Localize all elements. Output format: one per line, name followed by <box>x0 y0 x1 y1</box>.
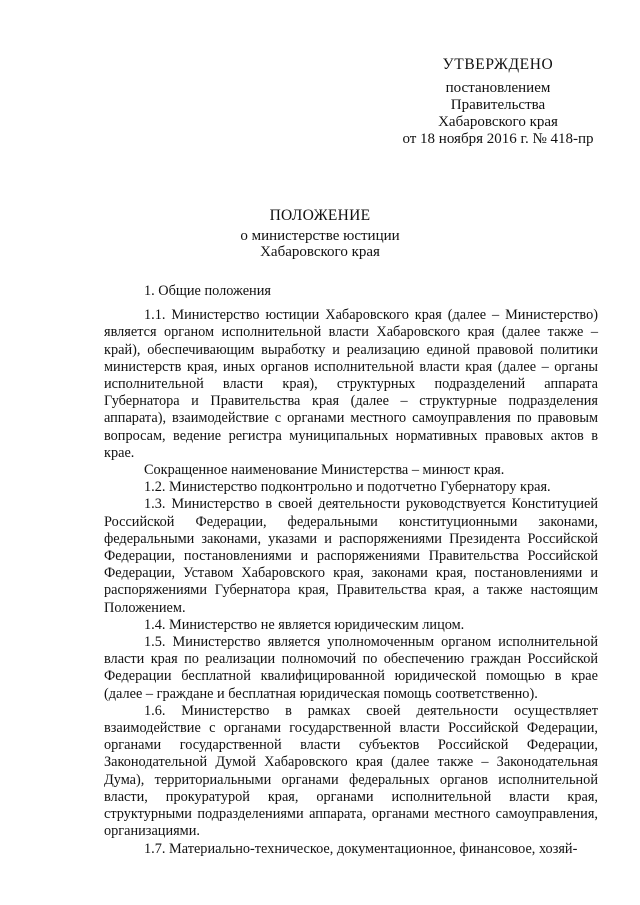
approval-line-4: от 18 ноября 2016 г. № 418-пр <box>402 131 594 147</box>
document-subtitle-1: о министерстве юстиции <box>240 228 400 244</box>
paragraph-1-4: 1.4. Министерство не является юридическим лицом. <box>144 616 465 633</box>
document-subtitle-2: Хабаровского края <box>260 244 380 260</box>
paragraph-1-3: 1.3. Министерство в своей деятельности руководствуется Конституцией Российской Федерации, федеральными конституционными законами, федеральными законами, указами и распоряжениями Президента Российской Федерации, постановлениями и распоряжениями Правительства Российской Федерации, Уставом Хабаровского края, законами края, постановлениями и распоряжениями Губернатора края, Правительства края, а также настоящим Положением. <box>104 496 598 616</box>
paragraph-1-5: 1.5. Министерство является уполномоченным органом исполнительной власти края по реализации полномочий по обеспечению граждан Российской Федерации бесплатной квалифицированной юридической помощью в крае (далее – граждане и бесплатная юридическая помощь соответственно). <box>104 634 598 702</box>
paragraph-1-1: 1.1. Министерство юстиции Хабаровского края (далее – Министерство) является органом исполнительной власти Хабаровского края (далее также – край), обеспечивающим выработку и реализацию единой правовой политики министерств края, иных органов исполнительной власти края (далее – органы исполнительной власти края), структурных подразделений аппарата Губернатора и Правительства края (далее – структурные подразделения аппарата), взаимодействие с органами местного самоуправления по правовым вопросам, ведение регистра муниципальных нормативных правовых актов в крае. <box>104 307 598 461</box>
approval-line-3: Хабаровского края <box>438 114 558 130</box>
approval-line-1: постановлением <box>445 80 551 96</box>
paragraph-1-7: 1.7. Материально-техническое, документационное, финансовое, хозяй- <box>144 840 578 857</box>
paragraph-1-2: 1.2. Министерство подконтрольно и подотчетно Губернатору края. <box>144 479 551 496</box>
approval-line-2: Правительства <box>450 97 546 113</box>
section-heading: 1. Общие положения <box>144 283 271 299</box>
document-body <box>104 283 598 858</box>
approval-stamp: УТВЕРЖДЕНО <box>442 56 554 73</box>
document-title-block <box>0 208 640 260</box>
paragraph-short-name: Сокращенное наименование Министерства – минюст края. <box>144 462 505 479</box>
paragraph-1-6: 1.6. Министерство в рамках своей деятельности осуществляет взаимодействие с органами государственной власти Российской Федерации, органами государственной власти субъектов Российской Федерации, Законодательной Думой Хабаровского края (далее также – Законодательная Дума), территориальными органами федеральных органов исполнительной власти, прокуратурой края, органами исполнительной власти края, структурными подразделениями аппарата, органами местного самоуправления, организациями. <box>104 702 598 840</box>
approval-stamp-block <box>388 56 608 148</box>
document-title: ПОЛОЖЕНИЕ <box>269 207 371 224</box>
